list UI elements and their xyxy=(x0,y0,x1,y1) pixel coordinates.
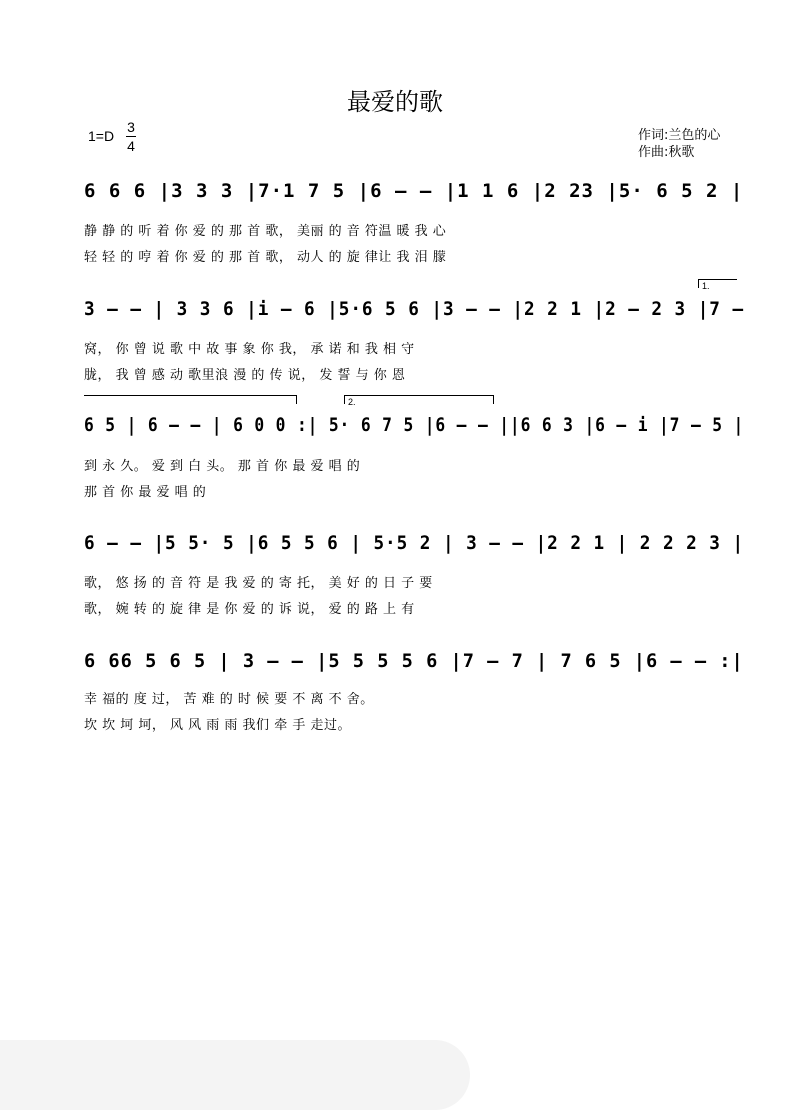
lyricist: 作词:兰色的心 xyxy=(638,128,721,143)
volta-first xyxy=(698,279,737,291)
score-row-1 xyxy=(84,180,744,214)
time-signature-bottom: 4 xyxy=(127,138,135,154)
lyric-verse-1: 歌， 悠 扬 的 音 符 是 我 爱 的 寄 托， 美 好 的 日 子 要 xyxy=(84,576,433,591)
lyric-verse-2: 歌， 婉 转 的 旋 律 是 你 爱 的 诉 说， 爱 的 路 上 有 xyxy=(84,602,415,617)
volta-first-continuation xyxy=(84,395,297,404)
volta-second-label: 2. xyxy=(348,397,356,407)
notation-line: 6 – – |5 5· 5 |6 5 5 6 | 5·5 2 | 3 – – |2 2 1 | 2 2 2 3 | xyxy=(84,532,745,554)
lyric-verse-1: 到 永 久。 爱 到 白 头。 那 首 你 最 爱 唱 的 xyxy=(84,459,361,474)
paper-smudge xyxy=(0,1040,470,1110)
lyric-verse-2: 坎 坎 坷 坷， 风 风 雨 雨 我们 牵 手 走过。 xyxy=(84,718,351,733)
time-signature xyxy=(124,118,138,155)
notation-line: 6 6 6 |3 3 3 |7·1 7 5 |6 – – |1 1 6 |2 23 |5· 6 5 2 | xyxy=(84,180,744,202)
notation-line: 3 – – | 3 3 6 |i – 6 |5·6 5 6 |3 – – |2 2 1 |2 – 2 3 |7 – xyxy=(84,298,745,320)
lyric-verse-1: 窝， 你 曾 说 歌 中 故 事 象 你 我， 承 诺 和 我 相 守 xyxy=(84,342,415,357)
score-row-3 xyxy=(84,414,744,448)
notation-line: 6 5 | 6 – – | 6 0 0 :| 5· 6 7 5 |6 – – ||6 6 3 |6 – i |7 – 5 | xyxy=(84,414,745,436)
lyric-verse-2: 轻 轻 的 哼 着 你 爱 的 那 首 歌， 动人 的 旋 律让 我 泪 朦 xyxy=(84,250,447,265)
notation-line: 6 66 5 6 5 | 3 – – |5 5 5 5 6 |7 – 7 | 7 6 5 |6 – – :| xyxy=(84,650,744,672)
key-signature: 1=D xyxy=(88,128,115,144)
page-title: 最爱的歌 xyxy=(347,88,443,116)
lyric-verse-2: 那 首 你 最 爱 唱 的 xyxy=(84,485,207,500)
score-row-5 xyxy=(84,650,744,684)
score-row-4 xyxy=(84,532,744,566)
lyric-verse-1: 静 静 的 听 着 你 爱 的 那 首 歌， 美丽 的 音 符温 暖 我 心 xyxy=(84,224,447,239)
time-signature-top: 3 xyxy=(127,119,135,135)
credits xyxy=(638,127,720,161)
lyric-verse-2: 胧， 我 曾 感 动 歌里浪 漫 的 传 说， 发 誓 与 你 恩 xyxy=(84,368,406,383)
score-row-2 xyxy=(84,298,744,332)
composer: 作曲:秋歌 xyxy=(638,145,695,160)
volta-second xyxy=(344,395,494,407)
lyric-verse-1: 幸 福的 度 过， 苦 难 的 时 候 要 不 离 不 舍。 xyxy=(84,692,374,707)
volta-first-label: 1. xyxy=(702,281,710,291)
